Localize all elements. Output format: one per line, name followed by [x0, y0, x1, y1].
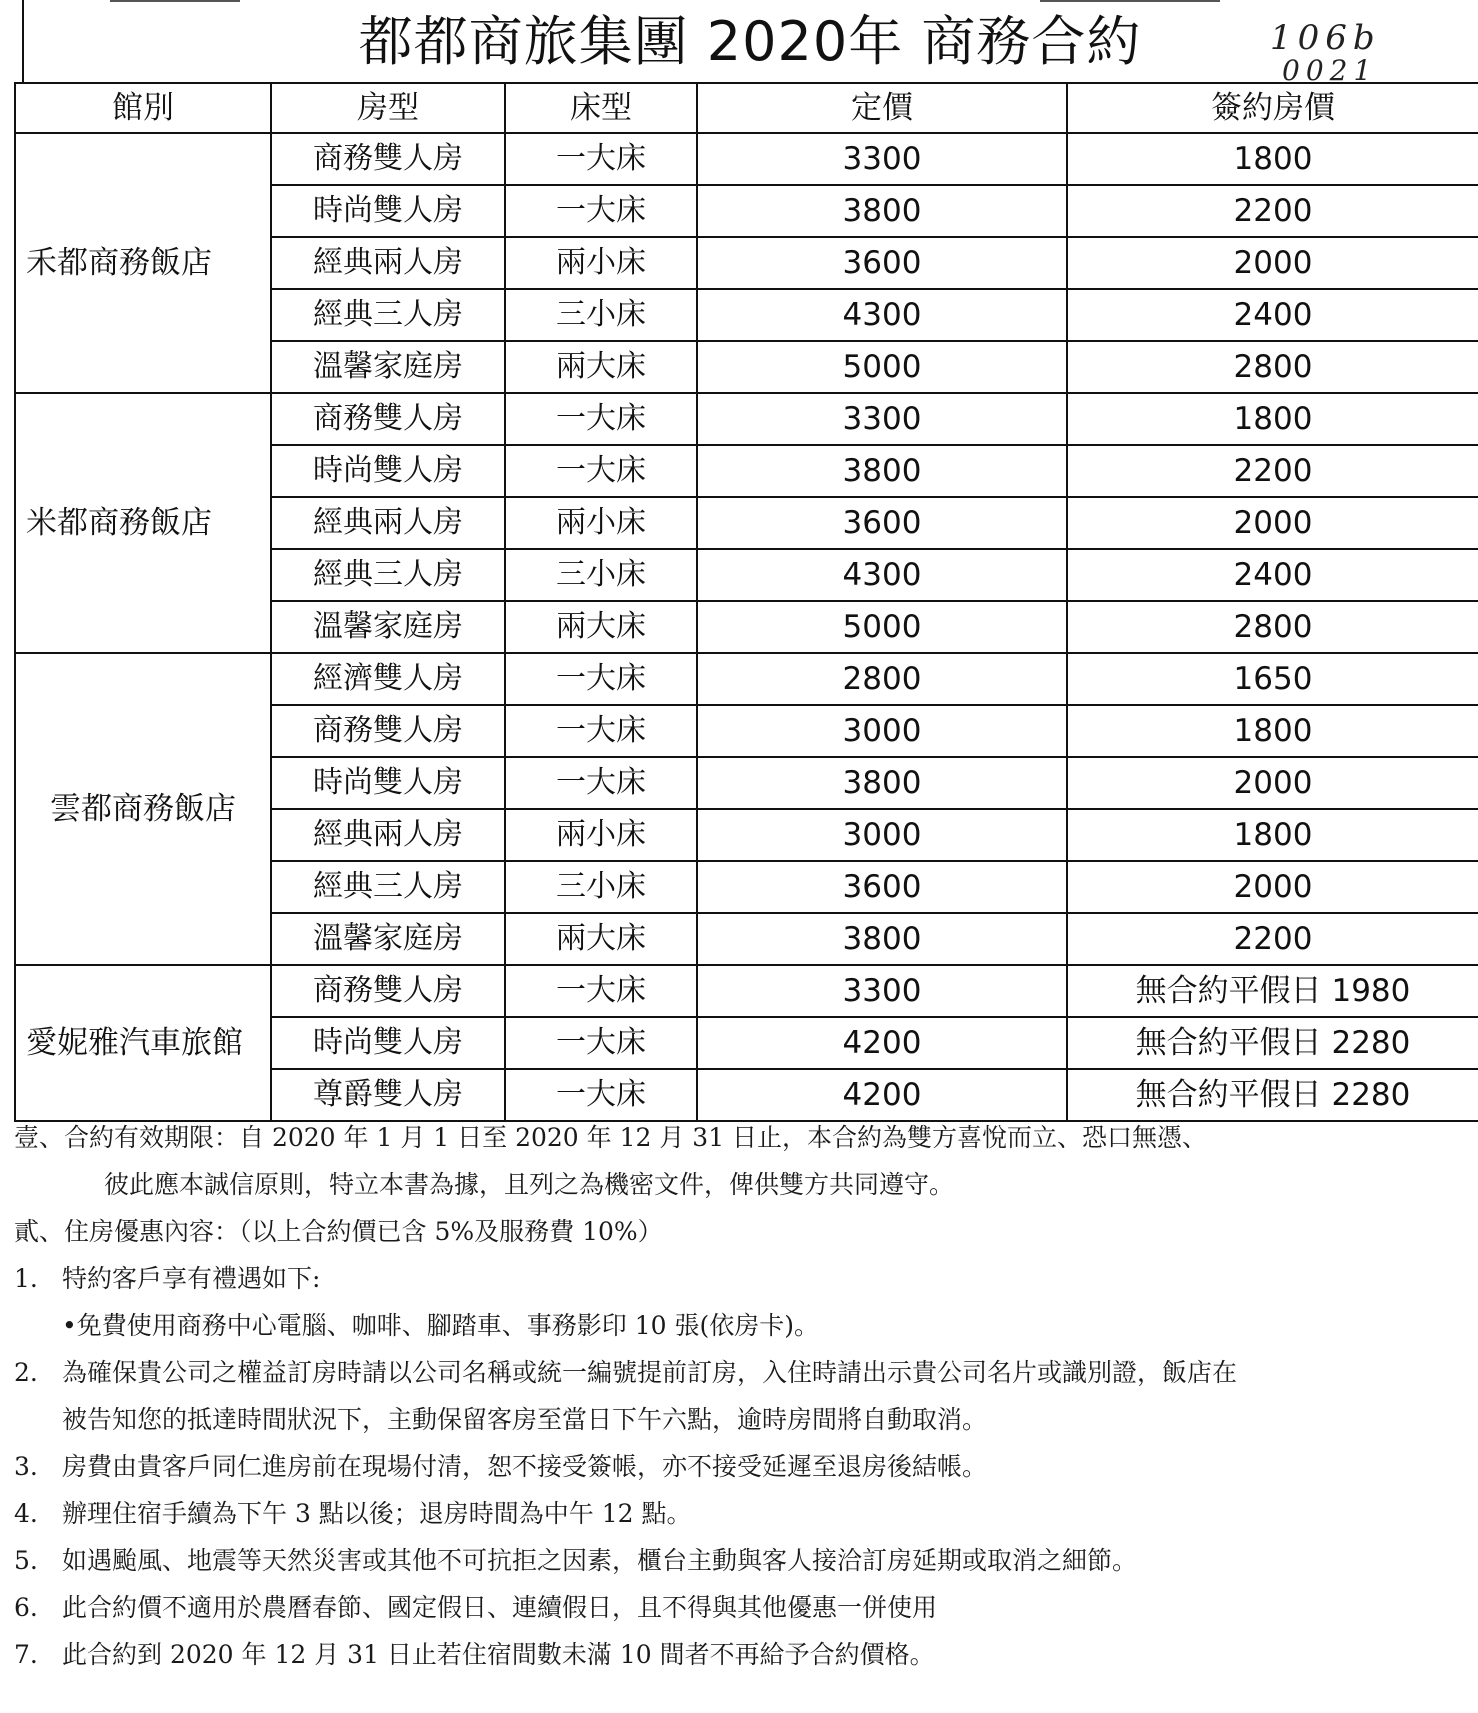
hotel-name-cell: 禾都商務飯店: [15, 133, 271, 393]
contract-price-cell: 2200: [1067, 445, 1478, 497]
list-price-cell: 3800: [697, 185, 1067, 237]
list-price-cell: 3800: [697, 757, 1067, 809]
scan-mark-top: [110, 0, 240, 2]
contract-price-cell: 2000: [1067, 497, 1478, 549]
room-type-cell: 時尚雙人房: [271, 757, 505, 809]
list-price-cell: 4200: [697, 1069, 1067, 1121]
table-row: [15, 133, 1478, 185]
term-sub-7: [14, 1635, 935, 1671]
table-body: [15, 133, 1478, 1121]
header-hotel: 館別: [15, 83, 271, 133]
hotel-name-cell: 米都商務飯店: [15, 393, 271, 653]
list-price-cell: 3000: [697, 705, 1067, 757]
contract-price-cell: 2800: [1067, 601, 1478, 653]
room-type-cell: 溫馨家庭房: [271, 913, 505, 965]
list-price-cell: 3600: [697, 861, 1067, 913]
bed-type-cell: 一大床: [505, 965, 697, 1017]
table-row: [15, 393, 1478, 445]
term-number: 1.: [14, 1264, 38, 1293]
room-type-cell: 溫馨家庭房: [271, 601, 505, 653]
bed-type-cell: 兩大床: [505, 913, 697, 965]
term-label: 壹、: [14, 1123, 65, 1152]
term-sub-2: [14, 1353, 1237, 1389]
document-title: 都都商旅集團 2020年 商務合約: [358, 10, 1142, 73]
term-text: 此合約到 2020 年 12 月 31 日止若住宿間數未滿 10 間者不再給予合約價格。: [62, 1640, 935, 1669]
list-price-cell: 5000: [697, 601, 1067, 653]
room-type-cell: 商務雙人房: [271, 965, 505, 1017]
bed-type-cell: 一大床: [505, 445, 697, 497]
term-text: 如遇颱風、地震等天然災害或其他不可抗拒之因素，櫃台主動與客人接洽訂房延期或取消之細節。: [62, 1546, 1138, 1575]
bed-type-cell: 三小床: [505, 289, 697, 341]
term-number: 6.: [14, 1593, 38, 1622]
term-sub-5: [14, 1541, 1137, 1577]
term-sub-4: [14, 1494, 692, 1530]
room-type-cell: 商務雙人房: [271, 133, 505, 185]
term-number: 5.: [14, 1546, 38, 1575]
term-text: 此合約價不適用於農曆春節、國定假日、連續假日，且不得與其他優惠一併使用: [62, 1593, 938, 1622]
term-number: 4.: [14, 1499, 38, 1528]
list-price-cell: 2800: [697, 653, 1067, 705]
term-sub-3: [14, 1447, 987, 1483]
bed-type-cell: 三小床: [505, 549, 697, 601]
contract-price-cell: 2000: [1067, 861, 1478, 913]
table-header-row: [15, 83, 1478, 133]
bed-type-cell: 一大床: [505, 185, 697, 237]
list-price-cell: 3000: [697, 809, 1067, 861]
room-type-cell: 經典三人房: [271, 289, 505, 341]
contract-price-cell: 2400: [1067, 549, 1478, 601]
table-row: [15, 653, 1478, 705]
term-text: 住房優惠內容：（以上合約價已含 5%及服務費 10%）: [64, 1217, 663, 1246]
bed-type-cell: 一大床: [505, 653, 697, 705]
handwritten-note-line1: 106b: [1270, 18, 1381, 58]
left-border-rule: [22, 0, 24, 82]
room-type-cell: 時尚雙人房: [271, 445, 505, 497]
list-price-cell: 3800: [697, 445, 1067, 497]
list-price-cell: 3800: [697, 913, 1067, 965]
bed-type-cell: 兩大床: [505, 601, 697, 653]
list-price-cell: 3600: [697, 237, 1067, 289]
bed-type-cell: 一大床: [505, 705, 697, 757]
bed-type-cell: 兩小床: [505, 809, 697, 861]
bed-type-cell: 一大床: [505, 757, 697, 809]
contract-price-cell: 無合約平假日 1980: [1067, 965, 1478, 1017]
room-type-cell: 經典兩人房: [271, 809, 505, 861]
contract-price-cell: 2200: [1067, 913, 1478, 965]
room-type-cell: 經典三人房: [271, 861, 505, 913]
contract-price-cell: 1650: [1067, 653, 1478, 705]
term-text: 合約有效期限：自 2020 年 1 月 1 日至 2020 年 12 月 31 日止，本合約為雙方喜悅而立、恐口無憑、: [64, 1123, 1208, 1152]
room-type-cell: 時尚雙人房: [271, 1017, 505, 1069]
bed-type-cell: 一大床: [505, 1069, 697, 1121]
room-type-cell: 經典兩人房: [271, 237, 505, 289]
header-list-price: 定價: [697, 83, 1067, 133]
term-label: 貳、: [14, 1217, 65, 1246]
bed-type-cell: 兩大床: [505, 341, 697, 393]
header-contract-price: 簽約房價: [1067, 83, 1478, 133]
contract-price-cell: 2200: [1067, 185, 1478, 237]
contract-price-cell: 無合約平假日 2280: [1067, 1017, 1478, 1069]
list-price-cell: 3300: [697, 965, 1067, 1017]
contract-price-cell: 1800: [1067, 705, 1478, 757]
term-number: 3.: [14, 1452, 38, 1481]
room-type-cell: 商務雙人房: [271, 705, 505, 757]
list-price-cell: 3300: [697, 393, 1067, 445]
term-text: 特約客戶享有禮遇如下:: [62, 1264, 321, 1293]
bed-type-cell: 三小床: [505, 861, 697, 913]
term-sub-6: [14, 1588, 937, 1624]
room-type-cell: 時尚雙人房: [271, 185, 505, 237]
handwritten-note-line2: 0021: [1282, 54, 1378, 87]
list-price-cell: 4300: [697, 289, 1067, 341]
contract-price-cell: 無合約平假日 2280: [1067, 1069, 1478, 1121]
term-sub-2-continued: 被告知您的抵達時間狀況下，主動保留客房至當日下午六點，逾時房間將自動取消。: [62, 1405, 988, 1434]
contract-price-cell: 2000: [1067, 757, 1478, 809]
term-text: 為確保貴公司之權益訂房時請以公司名稱或統一編號提前訂房，入住時請出示貴公司名片或識別證，飯店在: [62, 1358, 1238, 1387]
room-type-cell: 經典三人房: [271, 549, 505, 601]
term-text: 辦理住宿手續為下午 3 點以後；退房時間為中午 12 點。: [62, 1499, 692, 1528]
room-type-cell: 經濟雙人房: [271, 653, 505, 705]
contract-price-cell: 2800: [1067, 341, 1478, 393]
term-text: 房費由貴客戶同仁進房前在現場付清，恕不接受簽帳，亦不接受延遲至退房後結帳。: [62, 1452, 988, 1481]
term-number: 2.: [14, 1358, 38, 1387]
contract-price-cell: 1800: [1067, 809, 1478, 861]
room-type-cell: 經典兩人房: [271, 497, 505, 549]
term-item-1: [14, 1118, 1207, 1154]
contract-price-cell: 1800: [1067, 133, 1478, 185]
list-price-cell: 5000: [697, 341, 1067, 393]
term-item-1-continued: 彼此應本誠信原則，特立本書為據，且列之為機密文件，俾供雙方共同遵守。: [104, 1170, 955, 1199]
bed-type-cell: 一大床: [505, 1017, 697, 1069]
room-type-cell: 商務雙人房: [271, 393, 505, 445]
table-row: [15, 965, 1478, 1017]
header-room-type: 房型: [271, 83, 505, 133]
contract-price-cell: 2000: [1067, 237, 1478, 289]
room-type-cell: 尊爵雙人房: [271, 1069, 505, 1121]
hotel-name-cell: 愛妮雅汽車旅館: [15, 965, 271, 1121]
list-price-cell: 3600: [697, 497, 1067, 549]
list-price-cell: 3300: [697, 133, 1067, 185]
contract-price-cell: 2400: [1067, 289, 1478, 341]
hotel-name-cell: 雲都商務飯店: [15, 653, 271, 965]
bed-type-cell: 一大床: [505, 393, 697, 445]
contract-rate-table: [14, 82, 1478, 1122]
room-type-cell: 溫馨家庭房: [271, 341, 505, 393]
list-price-cell: 4300: [697, 549, 1067, 601]
bed-type-cell: 兩小床: [505, 497, 697, 549]
bed-type-cell: 一大床: [505, 133, 697, 185]
term-item-2: [14, 1212, 663, 1248]
contract-price-cell: 1800: [1067, 393, 1478, 445]
header-bed-type: 床型: [505, 83, 697, 133]
term-sub-1: [14, 1259, 320, 1295]
term-sub-1-bullet: •免費使用商務中心電腦、咖啡、腳踏車、事務影印 10 張(依房卡)。: [62, 1311, 819, 1340]
bed-type-cell: 兩小床: [505, 237, 697, 289]
term-number: 7.: [14, 1640, 38, 1669]
list-price-cell: 4200: [697, 1017, 1067, 1069]
